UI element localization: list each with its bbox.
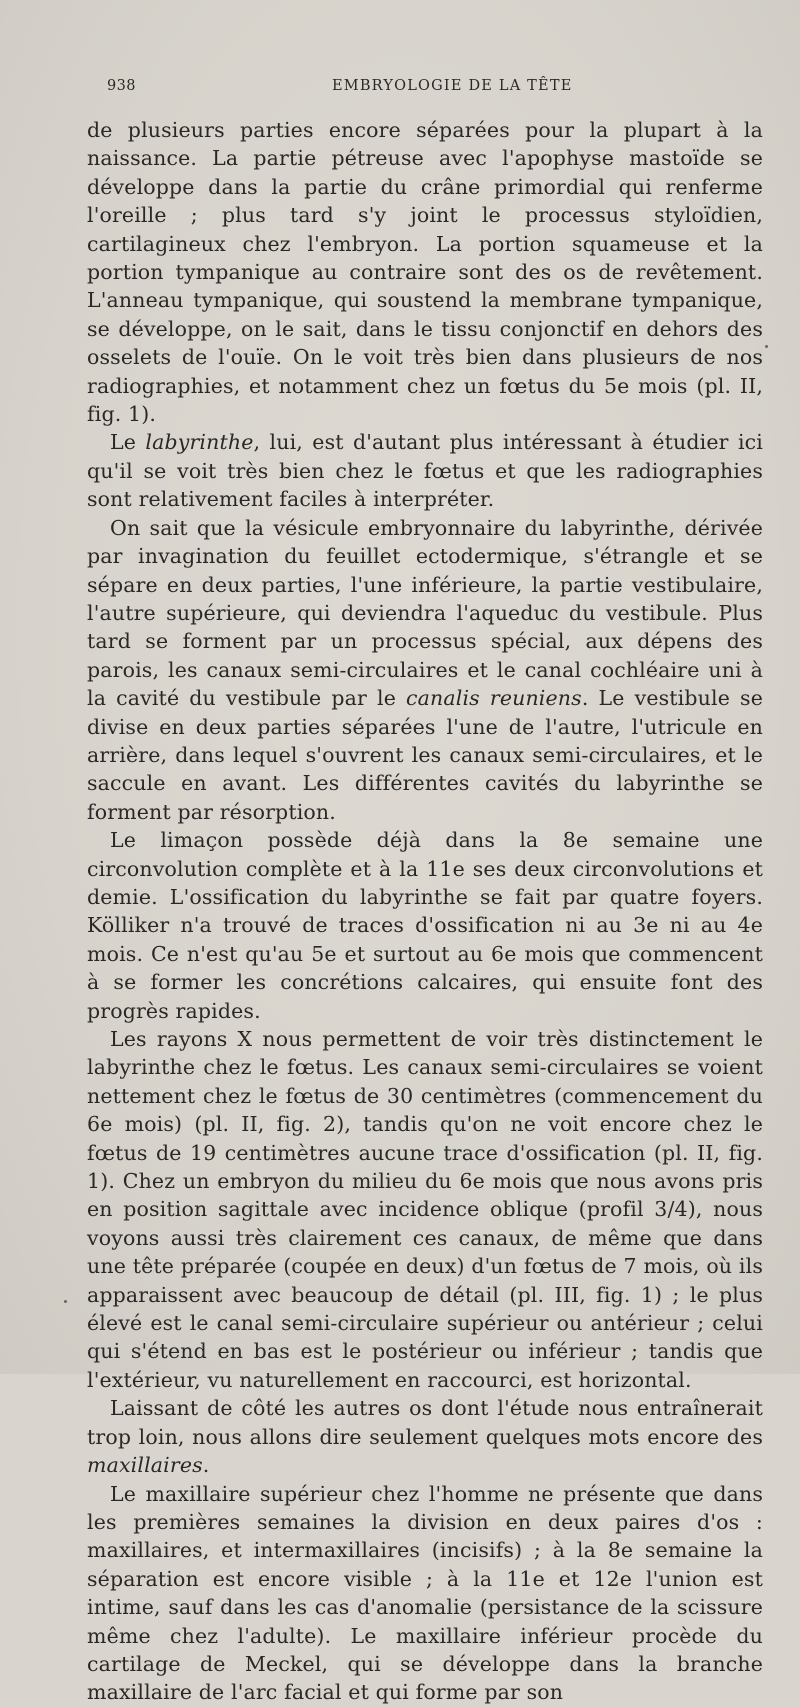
text-run: Les rayons X nous permettent de voir très distinctement le labyrinthe chez le fœtus. Les canaux semi-circulaires se voient nettement chez le fœtus de 30 centimètres (commencement du 6e mois) (pl. II, fig. 2), tandis qu'on ne voit encore chez le fœtus de 19 centimètres aucune trace d'ossification (pl. II, fig. 1). Chez un embryon du milieu du 6e mois que nous avons pris en position sagittale avec incidence oblique (profil 3/4), nous voyons aussi très clairement ces canaux, de même que dans une tête préparée (coupée en deux) d'un fœtus de 7 mois, où ils apparaissent avec beaucoup de détail (pl. III, fig. 1) ; le plus élevé est le canal semi-circulaire supérieur ou antérieur ; celui qui s'étend en bas est le postérieur ou inférieur ; tandis que l'extérieur, vu naturellement en raccourci, est horizontal. [87,1027,763,1392]
paragraph [87,116,763,428]
italic-term: canalis reuniens [406,686,582,711]
paper-speck [765,345,768,348]
page-number: 938 [107,78,136,94]
text-run: On sait que la vésicule embryonnaire du labyrinthe, dérivée par invagination du feuillet ectodermique, s'étrangle et se sépare en deux parties, l'une inférieure, la partie vestibulaire, l'autre supérieure, qui deviendra l'aqueduc du vestibule. Plus tard se forment par un processus spécial, aux dépens des parois, les canaux semi-circulaires et le canal cochléaire uni à la cavité du vestibule par le [87,515,763,711]
text-run: . [202,1453,210,1478]
italic-term: labyrinthe [145,430,254,455]
text-run: Le maxillaire supérieur chez l'homme ne présente que dans les premières semaines la division en deux paires d'os : maxillaires, et intermaxillaires (incisifs) ; à la 8e semaine la séparation est encore visible ; à la 11e et 12e l'union est intime, sauf dans les cas d'anomalie (persistance de la scissure même chez l'adulte). Le maxillaire inférieur procède du cartilage de Meckel, qui se développe dans la branche maxillaire de l'arc facial et qui forme par son [87,1481,763,1705]
page-header [107,78,707,100]
running-title: EMBRYOLOGIE DE LA TÊTE [332,78,573,94]
italic-term: maxillaires [87,1453,203,1478]
text-run: Le limaçon possède déjà dans la 8e semaine une circonvolution complète et à la 11e ses deux circonvolutions et demie. L'ossification du labyrinthe se fait par quatre foyers. Kölliker n'a trouvé de traces d'ossification ni au 3e ni au 4e mois. Ce n'est qu'au 5e et surtout au 6e mois que commencent à se former les concrétions calcaires, qui ensuite font des progrès rapides. [87,828,763,1023]
paragraph [87,826,763,1025]
text-run: Le [110,430,146,455]
paragraph [87,428,763,513]
paragraph [87,1025,763,1394]
text-run: , lui, est d'autant plus intéressant à étudier ici qu'il se voit très bien chez le fœtus et que les radiographies sont relativement faciles à interpréter. [87,430,763,512]
paper-speck [64,1300,67,1303]
paragraph [87,514,763,826]
paragraph [87,1480,763,1707]
text-run: de plusieurs parties encore séparées pour la plupart à la naissance. La partie pétreuse avec l'apophyse mastoïde se développe dans la partie du crâne primordial qui renferme l'oreille ; plus tard s'y joint le processus styloïdien, cartilagineux chez l'embryon. La portion squameuse et la portion tympanique au contraire sont des os de revêtement. L'anneau tympanique, qui soustend la membrane tympanique, se développe, on le sait, dans le tissu conjonctif en dehors des osselets de l'ouïe. On le voit très bien dans plusieurs de nos radiographies, et notamment chez un fœtus du 5e mois (pl. II, fig. 1). [87,118,763,427]
paragraph [87,1394,763,1479]
text-run: Laissant de côté les autres os dont l'étude nous entraînerait trop loin, nous allons dire seulement quelques mots encore des [87,1396,763,1449]
text-run: . Le vestibule se divise en deux parties séparées l'une de l'autre, l'utricule en arrière, dans lequel s'ouvrent les canaux semi-circulaires, et le saccule en avant. Les différentes cavités du labyrinthe se forment par résorption. [87,686,763,824]
body-text [87,116,763,1707]
